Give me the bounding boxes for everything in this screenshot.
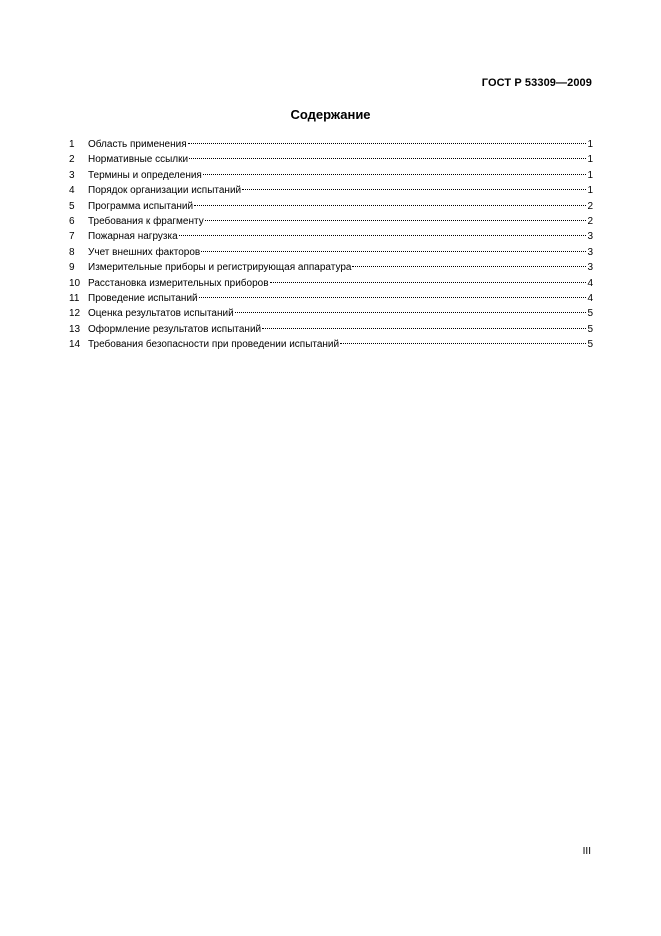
toc-entry-number: 14 <box>69 339 81 351</box>
toc-entry-title: Проведение испытаний <box>88 292 198 304</box>
toc-entry[interactable] <box>69 152 593 167</box>
toc-entry-title: Программа испытаний <box>88 200 194 212</box>
toc-entry-number: 10 <box>69 277 81 289</box>
toc-entry-title: Требования к фрагменту <box>88 215 204 227</box>
toc-dot-leader <box>352 266 586 267</box>
toc-entry[interactable] <box>69 260 593 275</box>
toc-dot-leader <box>179 235 587 236</box>
toc-entry-title: Расстановка измерительных приборов <box>88 277 269 289</box>
toc-entry[interactable] <box>69 229 593 244</box>
toc-entry-title: Оформление результатов испытаний <box>88 323 262 335</box>
toc-dot-leader <box>262 328 586 329</box>
toc-entry-number: 9 <box>69 262 75 274</box>
toc-entry[interactable] <box>69 306 593 321</box>
toc-entry[interactable] <box>69 337 593 352</box>
document-code: ГОСТ Р 53309—2009 <box>481 77 592 89</box>
toc-entry-page: 3 <box>587 262 593 274</box>
toc-entry[interactable] <box>69 199 593 214</box>
toc-entry[interactable] <box>69 183 593 198</box>
toc-entry-page: 3 <box>587 231 593 243</box>
toc-dot-leader <box>199 297 587 298</box>
toc-entry-page: 1 <box>587 154 593 166</box>
toc-entry-number: 5 <box>69 200 75 212</box>
toc-entry-page: 2 <box>587 215 593 227</box>
toc-dot-leader <box>194 205 586 206</box>
toc-entry-title: Область применения <box>88 139 187 150</box>
toc-entry[interactable] <box>69 322 593 337</box>
toc-entry-number: 7 <box>69 231 75 243</box>
toc-entry-page: 1 <box>587 169 593 181</box>
toc-entry[interactable] <box>69 291 593 306</box>
toc-dot-leader <box>242 189 586 190</box>
table-of-contents <box>69 137 593 352</box>
toc-title: Содержание <box>290 107 371 122</box>
toc-entry-page: 3 <box>587 246 593 258</box>
toc-entry-page: 5 <box>587 323 593 335</box>
toc-dot-leader <box>201 251 586 252</box>
toc-entry-title: Измерительные приборы и регистрирующая аппаратура <box>88 262 352 274</box>
toc-entry[interactable] <box>69 137 593 152</box>
toc-dot-leader <box>189 158 586 159</box>
toc-entry-title: Порядок организации испытаний <box>88 185 242 197</box>
page-number: III <box>582 846 591 857</box>
toc-entry-page: 2 <box>587 200 593 212</box>
toc-entry-page: 5 <box>587 339 593 351</box>
toc-entry-title: Оценка результатов испытаний <box>88 308 234 320</box>
toc-entry[interactable] <box>69 168 593 183</box>
toc-dot-leader <box>188 143 587 144</box>
toc-dot-leader <box>340 343 586 344</box>
toc-dot-leader <box>235 312 587 313</box>
toc-entry-page: 5 <box>587 308 593 320</box>
toc-entry-number: 8 <box>69 246 75 258</box>
toc-dot-leader <box>203 174 587 175</box>
toc-entry[interactable] <box>69 276 593 291</box>
toc-dot-leader <box>270 282 587 283</box>
toc-entry-number: 6 <box>69 215 75 227</box>
toc-entry-number: 2 <box>69 154 75 166</box>
toc-entry-page: 1 <box>587 139 593 150</box>
toc-entry-number: 1 <box>69 139 75 150</box>
toc-entry-title: Пожарная нагрузка <box>88 231 178 243</box>
toc-entry[interactable] <box>69 214 593 229</box>
toc-entry-number: 12 <box>69 308 81 320</box>
toc-entry-title: Требования безопасности при проведении испытаний <box>88 339 340 351</box>
toc-entry-page: 4 <box>587 292 593 304</box>
toc-entry-number: 4 <box>69 185 75 197</box>
toc-entry-title: Нормативные ссылки <box>88 154 189 166</box>
toc-entry-page: 4 <box>587 277 593 289</box>
toc-entry-title: Учет внешних факторов <box>88 246 201 258</box>
toc-entry[interactable] <box>69 245 593 260</box>
toc-entry-title: Термины и определения <box>88 169 202 181</box>
toc-dot-leader <box>205 220 587 221</box>
toc-entry-number: 13 <box>69 323 81 335</box>
toc-entry-number: 11 <box>69 292 80 304</box>
toc-entry-page: 1 <box>587 185 593 197</box>
toc-entry-number: 3 <box>69 169 75 181</box>
